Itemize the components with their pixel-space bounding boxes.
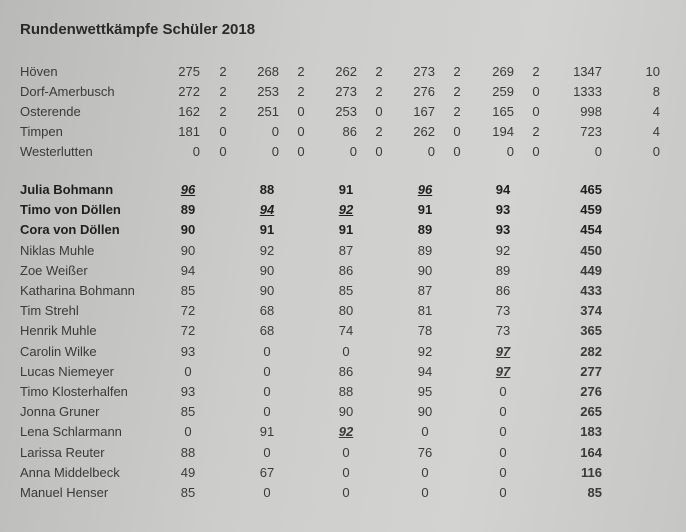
shooter-round-score: 85 xyxy=(180,485,196,500)
shooter-round-score: 0 xyxy=(421,424,429,440)
shooter-round-score: 92 xyxy=(259,242,275,258)
team-round-points: 2 xyxy=(375,64,383,79)
team-points: 8 xyxy=(652,84,660,99)
shooter-round-score: 85 xyxy=(180,404,196,420)
shooter-total: 276 xyxy=(580,384,602,399)
shooter-round-score: 95 xyxy=(417,384,433,399)
team-total: 0 xyxy=(594,144,602,159)
shooter-round-score: 76 xyxy=(417,444,433,460)
shooter-round-score: 90 xyxy=(417,262,433,278)
shooter-name: Katharina Bohmann xyxy=(20,283,135,298)
shooter-round-score: 96 xyxy=(417,182,433,197)
shooter-round-score: 0 xyxy=(342,343,350,359)
shooter-round-score: 0 xyxy=(263,343,271,359)
shooter-total: 183 xyxy=(580,424,602,440)
team-row xyxy=(0,84,686,102)
team-row xyxy=(0,64,686,82)
shooter-row xyxy=(0,182,686,200)
shooter-round-score: 0 xyxy=(499,485,507,500)
team-round-points: 0 xyxy=(375,144,383,159)
shooter-round-score: 0 xyxy=(421,464,429,480)
shooter-round-score: 97 xyxy=(495,363,511,379)
team-name: Westerlutten xyxy=(20,144,93,159)
shooter-total: 365 xyxy=(580,323,602,339)
shooter-round-score: 74 xyxy=(338,323,354,339)
shooter-name: Zoe Weißer xyxy=(20,262,88,278)
shooter-row xyxy=(0,424,686,442)
team-round-score: 86 xyxy=(342,124,357,139)
team-round-score: 162 xyxy=(178,104,200,119)
team-round-points: 0 xyxy=(219,124,227,139)
shooter-total: 116 xyxy=(581,464,602,480)
shooter-row xyxy=(0,202,686,220)
shooter-round-score: 81 xyxy=(417,303,433,319)
team-round-score: 0 xyxy=(427,144,435,159)
team-round-points: 0 xyxy=(297,104,305,119)
shooter-round-score: 94 xyxy=(259,202,275,218)
shooter-round-score: 72 xyxy=(180,323,196,339)
shooter-name: Jonna Gruner xyxy=(20,404,100,420)
team-round-score: 251 xyxy=(257,104,279,119)
shooter-round-score: 0 xyxy=(263,384,271,399)
shooter-round-score: 86 xyxy=(338,363,354,379)
team-round-score: 262 xyxy=(413,124,435,139)
shooter-round-score: 96 xyxy=(180,182,196,197)
shooter-name: Lucas Niemeyer xyxy=(20,363,114,379)
shooter-round-score: 67 xyxy=(259,464,275,480)
team-total: 998 xyxy=(580,104,602,119)
team-round-points: 0 xyxy=(532,104,540,119)
team-round-points: 2 xyxy=(297,64,305,79)
team-points: 4 xyxy=(652,104,660,119)
shooter-total: 164 xyxy=(580,444,602,460)
shooter-round-score: 91 xyxy=(417,202,433,218)
team-round-points: 0 xyxy=(375,104,383,119)
shooter-round-score: 89 xyxy=(495,262,511,278)
shooter-round-score: 90 xyxy=(180,242,196,258)
team-round-score: 253 xyxy=(335,104,357,119)
shooter-round-score: 0 xyxy=(499,444,507,460)
team-round-score: 0 xyxy=(506,144,514,159)
shooter-row xyxy=(0,263,686,281)
team-round-score: 165 xyxy=(492,104,514,119)
team-round-points: 2 xyxy=(297,84,305,99)
team-round-score: 0 xyxy=(271,144,279,159)
shooter-total: 282 xyxy=(580,343,602,359)
shooter-round-score: 90 xyxy=(180,222,196,238)
team-round-points: 0 xyxy=(219,144,227,159)
team-round-points: 2 xyxy=(219,64,227,79)
team-points: 10 xyxy=(645,64,660,79)
shooter-round-score: 92 xyxy=(338,202,354,218)
shooter-round-score: 88 xyxy=(338,384,354,399)
shooter-round-score: 88 xyxy=(180,444,196,460)
shooter-round-score: 87 xyxy=(338,242,354,258)
shooter-total: 85 xyxy=(587,485,602,500)
shooter-total: 465 xyxy=(580,182,602,197)
shooter-round-score: 0 xyxy=(263,404,271,420)
shooter-round-score: 91 xyxy=(338,182,354,197)
team-round-points: 2 xyxy=(532,64,540,79)
team-round-score: 0 xyxy=(349,144,357,159)
team-round-points: 0 xyxy=(453,144,461,159)
team-total: 1347 xyxy=(573,64,602,79)
team-points: 4 xyxy=(652,124,660,139)
team-round-points: 2 xyxy=(453,64,461,79)
shooter-total: 459 xyxy=(580,202,602,218)
shooter-round-score: 73 xyxy=(495,303,511,319)
team-round-points: 2 xyxy=(453,104,461,119)
shooter-round-score: 94 xyxy=(495,182,511,197)
team-total: 1333 xyxy=(573,84,602,99)
shooter-total: 374 xyxy=(580,303,602,319)
shooter-row xyxy=(0,222,686,240)
shooter-round-score: 0 xyxy=(421,485,429,500)
team-round-points: 2 xyxy=(375,124,383,139)
shooter-round-score: 86 xyxy=(338,262,354,278)
shooter-name: Lena Schlarmann xyxy=(20,424,122,440)
shooter-total: 277 xyxy=(580,363,602,379)
shooter-round-score: 97 xyxy=(495,343,511,359)
shooter-round-score: 91 xyxy=(259,222,275,238)
shooter-name: Manuel Henser xyxy=(20,485,109,500)
shooter-round-score: 86 xyxy=(495,283,511,298)
team-round-score: 262 xyxy=(335,64,357,79)
shooter-name: Cora von Döllen xyxy=(20,222,120,238)
team-round-points: 0 xyxy=(532,84,540,99)
shooter-round-score: 78 xyxy=(417,323,433,339)
shooter-round-score: 80 xyxy=(338,303,354,319)
shooter-round-score: 89 xyxy=(417,222,433,238)
shooter-round-score: 94 xyxy=(180,262,196,278)
shooter-row xyxy=(0,445,686,463)
team-points: 0 xyxy=(652,144,660,159)
shooter-round-score: 72 xyxy=(180,303,196,319)
shooter-name: Anna Middelbeck xyxy=(20,464,120,480)
shooter-round-score: 93 xyxy=(180,343,196,359)
team-round-score: 0 xyxy=(192,144,200,159)
shooter-name: Timo Klosterhalfen xyxy=(20,384,128,399)
shooter-round-score: 93 xyxy=(495,202,511,218)
team-round-score: 0 xyxy=(271,124,279,139)
team-round-score: 167 xyxy=(413,104,435,119)
shooter-total: 433 xyxy=(580,283,602,298)
team-round-score: 272 xyxy=(178,84,200,99)
team-round-score: 268 xyxy=(257,64,279,79)
team-round-points: 2 xyxy=(532,124,540,139)
shooter-name: Timo von Döllen xyxy=(20,202,121,218)
team-round-points: 2 xyxy=(453,84,461,99)
shooter-round-score: 93 xyxy=(495,222,511,238)
shooter-round-score: 90 xyxy=(259,262,275,278)
team-round-score: 259 xyxy=(492,84,514,99)
shooter-round-score: 0 xyxy=(499,384,507,399)
team-name: Osterende xyxy=(20,104,81,119)
team-round-score: 194 xyxy=(492,124,514,139)
shooter-name: Julia Bohmann xyxy=(20,182,114,197)
team-round-score: 253 xyxy=(257,84,279,99)
shooter-round-score: 73 xyxy=(495,323,511,339)
shooter-name: Niklas Muhle xyxy=(20,242,95,258)
shooter-round-score: 0 xyxy=(263,363,271,379)
team-round-points: 2 xyxy=(219,104,227,119)
shooter-round-score: 87 xyxy=(417,283,433,298)
shooter-round-score: 90 xyxy=(259,283,275,298)
team-round-points: 2 xyxy=(219,84,227,99)
team-round-points: 0 xyxy=(453,124,461,139)
shooter-round-score: 89 xyxy=(417,242,433,258)
shooter-round-score: 89 xyxy=(180,202,196,218)
team-round-score: 269 xyxy=(492,64,514,79)
team-name: Höven xyxy=(20,64,58,79)
shooter-row xyxy=(0,404,686,422)
shooter-row xyxy=(0,465,686,483)
shooter-row xyxy=(0,485,686,503)
shooter-round-score: 0 xyxy=(184,424,192,440)
shooter-round-score: 94 xyxy=(417,363,433,379)
shooter-name: Henrik Muhle xyxy=(20,323,97,339)
shooter-round-score: 0 xyxy=(342,485,350,500)
shooter-round-score: 90 xyxy=(338,404,354,420)
shooter-round-score: 0 xyxy=(499,464,507,480)
shooter-round-score: 92 xyxy=(495,242,511,258)
team-round-points: 0 xyxy=(532,144,540,159)
shooter-round-score: 91 xyxy=(338,222,354,238)
shooter-row xyxy=(0,364,686,382)
shooter-round-score: 68 xyxy=(259,323,275,339)
shooter-round-score: 92 xyxy=(417,343,433,359)
shooter-round-score: 0 xyxy=(184,363,192,379)
team-name: Dorf-Amerbusch xyxy=(20,84,115,99)
shooter-name: Carolin Wilke xyxy=(20,343,97,359)
shooter-round-score: 68 xyxy=(259,303,275,319)
shooter-total: 454 xyxy=(580,222,602,238)
shooter-round-score: 0 xyxy=(342,444,350,460)
shooter-total: 449 xyxy=(580,262,602,278)
shooter-round-score: 0 xyxy=(263,485,271,500)
shooter-round-score: 93 xyxy=(180,384,196,399)
shooter-round-score: 88 xyxy=(259,182,275,197)
team-round-score: 275 xyxy=(178,64,200,79)
shooter-name: Tim Strehl xyxy=(20,303,79,319)
team-row xyxy=(0,104,686,122)
team-row xyxy=(0,124,686,142)
shooter-row xyxy=(0,243,686,261)
team-round-points: 0 xyxy=(297,144,305,159)
shooter-round-score: 49 xyxy=(180,464,196,480)
shooter-round-score: 92 xyxy=(338,424,354,440)
shooter-round-score: 85 xyxy=(180,283,196,298)
team-round-points: 2 xyxy=(375,84,383,99)
shooter-row xyxy=(0,303,686,321)
shooter-total: 265 xyxy=(580,404,602,420)
shooter-total: 450 xyxy=(580,242,602,258)
shooter-name: Larissa Reuter xyxy=(20,444,105,460)
shooter-round-score: 85 xyxy=(338,283,354,298)
shooter-row xyxy=(0,323,686,341)
team-round-score: 273 xyxy=(335,84,357,99)
team-round-points: 0 xyxy=(297,124,305,139)
shooter-row xyxy=(0,344,686,362)
shooter-round-score: 0 xyxy=(499,424,507,440)
team-total: 723 xyxy=(580,124,602,139)
shooter-round-score: 90 xyxy=(417,404,433,420)
shooter-row xyxy=(0,384,686,402)
shooter-round-score: 0 xyxy=(263,444,271,460)
shooter-round-score: 0 xyxy=(499,404,507,420)
shooter-round-score: 91 xyxy=(259,424,275,440)
shooter-row xyxy=(0,283,686,301)
team-round-score: 273 xyxy=(413,64,435,79)
page-title: Rundenwettkämpfe Schüler 2018 xyxy=(20,21,256,38)
team-round-score: 276 xyxy=(413,84,435,99)
team-round-score: 181 xyxy=(178,124,200,139)
team-row xyxy=(0,144,686,162)
team-name: Timpen xyxy=(20,124,63,139)
shooter-round-score: 0 xyxy=(342,464,350,480)
